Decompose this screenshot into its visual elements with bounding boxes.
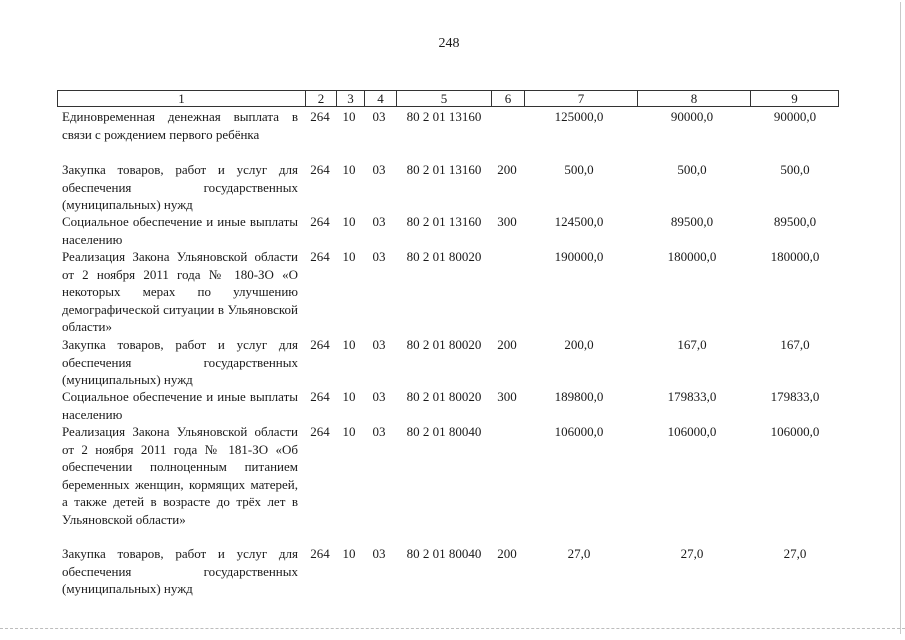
row-col-3: 10 bbox=[342, 162, 356, 177]
row-col-7: 125000,0 bbox=[554, 109, 604, 124]
row-col-7: 190000,0 bbox=[554, 249, 604, 264]
row-name: Закупка товаров, работ и услуг для обеспечения государственных (муниципальных) нужд bbox=[62, 162, 298, 212]
row-col-2: 264 bbox=[310, 546, 330, 561]
row-col-5: 80 2 01 80020 bbox=[406, 389, 482, 404]
row-col-2: 264 bbox=[310, 249, 330, 264]
row-name: Единовременная денежная выплата в связи с рождением первого ребёнка bbox=[62, 109, 298, 142]
row-col-3: 10 bbox=[342, 249, 356, 264]
row-col-8: 106000,0 bbox=[667, 424, 717, 439]
row-col-4: 03 bbox=[372, 214, 386, 229]
row-col-3: 10 bbox=[342, 389, 356, 404]
row-name: Закупка товаров, работ и услуг для обеспечения государственных (муниципальных) нужд bbox=[62, 337, 298, 387]
header-col-8: 8 bbox=[637, 91, 750, 106]
row-col-8: 179833,0 bbox=[667, 389, 717, 404]
row-col-3: 10 bbox=[342, 424, 356, 439]
row-col-6: 200 bbox=[497, 162, 517, 177]
row-col-7: 27,0 bbox=[567, 546, 591, 561]
row-col-2: 264 bbox=[310, 389, 330, 404]
header-col-7: 7 bbox=[524, 91, 637, 106]
row-name: Реализация Закона Ульяновской области от 2 ноября 2011 года № 180-ЗО «О некоторых мерах по улучшению демографической ситуации в Ульяновской области» bbox=[62, 249, 298, 334]
page-bottom-edge bbox=[0, 628, 905, 629]
row-col-7: 106000,0 bbox=[554, 424, 604, 439]
row-col-5: 80 2 01 13160 bbox=[406, 214, 482, 229]
row-name: Социальное обеспечение и иные выплаты населению bbox=[62, 214, 298, 247]
row-col-9: 89500,0 bbox=[773, 214, 817, 229]
row-col-6: 200 bbox=[497, 337, 517, 352]
row-col-6: 300 bbox=[497, 389, 517, 404]
row-col-2: 264 bbox=[310, 162, 330, 177]
header-col-1: 1 bbox=[178, 91, 185, 106]
row-col-5: 80 2 01 80020 bbox=[406, 337, 482, 352]
row-col-8: 89500,0 bbox=[670, 214, 714, 229]
row-col-7: 200,0 bbox=[564, 337, 594, 352]
row-col-6: 200 bbox=[497, 546, 517, 561]
row-col-4: 03 bbox=[372, 424, 386, 439]
row-col-8: 90000,0 bbox=[670, 109, 714, 124]
row-col-3: 10 bbox=[342, 214, 356, 229]
row-col-7: 500,0 bbox=[564, 162, 594, 177]
row-col-2: 264 bbox=[310, 337, 330, 352]
row-col-8: 27,0 bbox=[680, 546, 704, 561]
row-col-8: 500,0 bbox=[677, 162, 707, 177]
row-name: Закупка товаров, работ и услуг для обеспечения государственных (муниципальных) нужд bbox=[62, 546, 298, 596]
row-col-4: 03 bbox=[372, 249, 386, 264]
row-col-3: 10 bbox=[342, 337, 356, 352]
row-col-5: 80 2 01 80040 bbox=[406, 546, 482, 561]
row-col-8: 180000,0 bbox=[667, 249, 717, 264]
row-col-4: 03 bbox=[372, 109, 386, 124]
row-col-4: 03 bbox=[372, 162, 386, 177]
row-col-5: 80 2 01 13160 bbox=[406, 162, 482, 177]
row-col-7: 124500,0 bbox=[554, 214, 604, 229]
row-col-2: 264 bbox=[310, 214, 330, 229]
row-col-9: 167,0 bbox=[780, 337, 810, 352]
row-col-4: 03 bbox=[372, 337, 386, 352]
row-col-2: 264 bbox=[310, 109, 330, 124]
row-col-4: 03 bbox=[372, 389, 386, 404]
row-col-8: 167,0 bbox=[677, 337, 707, 352]
row-col-2: 264 bbox=[310, 424, 330, 439]
header-col-5: 5 bbox=[396, 91, 491, 106]
row-col-5: 80 2 01 13160 bbox=[406, 109, 482, 124]
row-col-9: 106000,0 bbox=[770, 424, 820, 439]
row-col-5: 80 2 01 80040 bbox=[406, 424, 482, 439]
header-col-6: 6 bbox=[491, 91, 524, 106]
row-col-4: 03 bbox=[372, 546, 386, 561]
row-col-5: 80 2 01 80020 bbox=[406, 249, 482, 264]
header-col-4: 4 bbox=[364, 91, 396, 106]
row-col-9: 179833,0 bbox=[770, 389, 820, 404]
row-col-7: 189800,0 bbox=[554, 389, 604, 404]
row-col-9: 90000,0 bbox=[773, 109, 817, 124]
row-col-9: 500,0 bbox=[780, 162, 810, 177]
row-col-9: 27,0 bbox=[783, 546, 807, 561]
header-col-2: 2 bbox=[305, 91, 336, 106]
header-col-9: 9 bbox=[750, 91, 838, 106]
row-col-3: 10 bbox=[342, 546, 356, 561]
header-col-3: 3 bbox=[336, 91, 364, 106]
row-col-3: 10 bbox=[342, 109, 356, 124]
row-name: Реализация Закона Ульяновской области от 2 ноября 2011 года № 181-ЗО «Об обеспечении полноценным питанием беременных женщин, кормящих матерей, а также детей в возрасте до трёх лет в Ульяновской области» bbox=[62, 424, 298, 527]
row-col-6: 300 bbox=[497, 214, 517, 229]
row-name: Социальное обеспечение и иные выплаты населению bbox=[62, 389, 298, 422]
page-number: 248 bbox=[438, 36, 460, 51]
table-header bbox=[57, 90, 839, 107]
row-col-9: 180000,0 bbox=[770, 249, 820, 264]
